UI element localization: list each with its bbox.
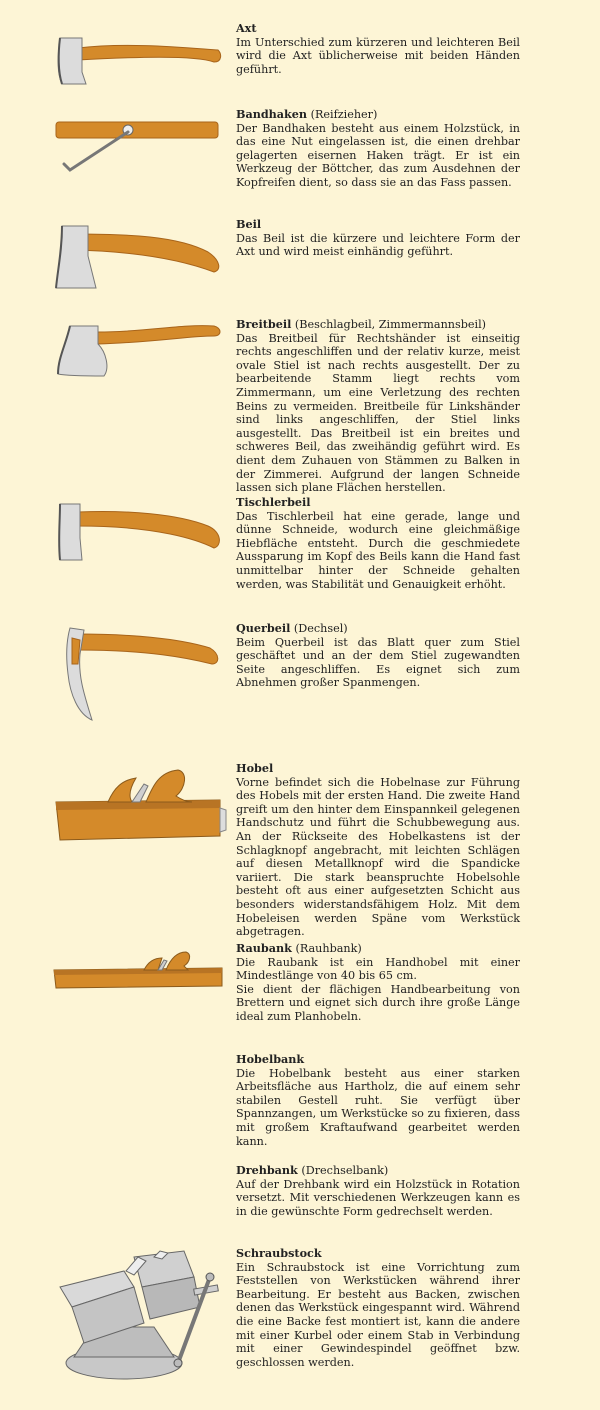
entry-text bbox=[236, 942, 520, 1024]
entry-text bbox=[236, 1164, 520, 1218]
entry-text bbox=[236, 1053, 520, 1148]
entry-title: Tischlerbeil bbox=[236, 495, 311, 509]
entry-alias: (Dechsel) bbox=[293, 622, 348, 635]
entry-text bbox=[236, 496, 520, 591]
entry-alias: (Drechselbank) bbox=[301, 1164, 389, 1177]
entry-text bbox=[236, 22, 520, 76]
vise-icon bbox=[54, 1247, 234, 1387]
entry-title: Schraubstock bbox=[236, 1246, 322, 1260]
entry-text bbox=[236, 108, 520, 190]
entry-description: Vorne befindet sich die Hobelnase zur Führung des Hobels mit der ersten Hand. Die zweite Hand greift um den hinter dem Einspannkeil gelegenen Handschutz und führt die Schubbewegung aus. An der Rückseite des Hobelkastens ist der Schlagknopf angebracht, mit leichten Schlägen auf diesen Metallknopf wird die Spandicke variiert. Die stark beanspruchte Hobelsohle besteht oft aus einer aufgesetzten Schicht aus besonders widerstandsfähigem Holz. Mit dem Hobeleisen werden Späne vom Werkstück abgetragen. bbox=[236, 775, 520, 939]
entry-description: Der Bandhaken besteht aus einem Holzstück, in das eine Nut eingelassen ist, die einen drehbar gelagerten eisernen Haken trägt. Er ist ein Werkzeug der Böttcher, das zum Ausdehnen der Kopfreifen dient, so dass sie an das Fass passen. bbox=[236, 121, 520, 189]
entry-title: Beil bbox=[236, 217, 262, 231]
entry-description: Die Raubank ist ein Handhobel mit einer Mindestlänge von 40 bis 65 cm. Sie dient der flächigen Handbearbeitung von Brettern und eignet sich durch ihre große Länge ideal zum Planhobeln. bbox=[236, 955, 520, 1023]
band-hook-icon bbox=[48, 114, 228, 174]
entry-text bbox=[236, 318, 520, 495]
entry-title: Hobel bbox=[236, 761, 274, 775]
hatchet-icon bbox=[48, 222, 228, 292]
entry-description: Auf der Drehbank wird ein Holzstück in Rotation versetzt. Mit verschiedenen Werkzeugen kann es in die gewünschte Form gedrechselt werden. bbox=[236, 1177, 520, 1218]
entry-description: Die Hobelbank besteht aus einer starken Arbeitsfläche aus Hartholz, die auf einem sehr stabilen Gestell ruht. Sie verfügt über Spannzangen, um Werkstücke so zu fixieren, dass mit großem Kraftaufwand gearbeitet werden kann. bbox=[236, 1066, 520, 1148]
entry-alias: (Beschlagbeil, Zimmermannsbeil) bbox=[294, 318, 487, 331]
entry-description: Das Breitbeil für Rechtshänder ist einseitig rechts angeschliffen und der relativ kurze, meist ovale Stiel ist nach rechts ausgestellt. Der zu bearbeitende Stamm liegt rechts vom Zimmermann, um eine Verletzung des rechten Beins zu vermeiden. Breitbeile für Linkshänder sind links angeschliffen, der Stiel links ausgestellt. Das Breitbeil ist ein breites und schweres Beil, das zweihändig geführt wird. Es dient dem Zuhauen von Stämmen zu Balken in der Zimmerei. Aufgrund der langen Schneide lassen sich plane Flächen herstellen. bbox=[236, 331, 520, 495]
entry-text bbox=[236, 218, 520, 259]
entry-description: Ein Schraubstock ist eine Vorrichtung zum Feststellen von Werkstücken während ihrer Bearbeitung. Er besteht aus Backen, zwischen denen das Werkstück eingespannt wird. Während die eine Backe fest montiert ist, kann die andere mit einer Kurbel oder einem Stab in Verbindung mit einer Gewindespindel geöffnet bzw. geschlossen werden. bbox=[236, 1260, 520, 1369]
entry-text bbox=[236, 762, 520, 939]
entry-title: Raubank bbox=[236, 941, 292, 955]
entry-title: Breitbeil bbox=[236, 317, 292, 331]
axe-icon bbox=[48, 28, 228, 88]
carpenter-hatchet-icon bbox=[48, 500, 228, 564]
entry-alias: (Rauhbank) bbox=[295, 942, 362, 955]
entry-alias: (Reifzieher) bbox=[310, 108, 378, 121]
broad-axe-icon bbox=[48, 322, 228, 382]
adze-icon bbox=[48, 624, 228, 724]
entry-title: Bandhaken bbox=[236, 107, 308, 121]
entry-text bbox=[236, 1247, 520, 1369]
entry-title: Axt bbox=[236, 21, 257, 35]
entry-description: Das Tischlerbeil hat eine gerade, lange und dünne Schneide, wodurch eine gleichmäßige Hiebfläche entsteht. Durch die geschmiedete Aussparung im Kopf des Beils kann die Hand fast unmittelbar hinter der Schneide gehalten werden, was Stabilität und Genauigkeit erhöht. bbox=[236, 509, 520, 591]
entry-title: Drehbank bbox=[236, 1163, 298, 1177]
entry-text bbox=[236, 622, 520, 690]
entry-description: Im Unterschied zum kürzeren und leichteren Beil wird die Axt üblicherweise mit beiden Händen geführt. bbox=[236, 35, 520, 76]
jointer-plane-icon bbox=[48, 946, 228, 996]
entry-title: Querbeil bbox=[236, 621, 291, 635]
entry-description: Das Beil ist die kürzere und leichtere Form der Axt und wird meist einhändig geführt. bbox=[236, 231, 520, 259]
plane-icon bbox=[48, 766, 228, 846]
entry-title: Hobelbank bbox=[236, 1052, 305, 1066]
entry-description: Beim Querbeil ist das Blatt quer zum Stiel geschäftet und an der dem Stiel zugewandten Seite angeschliffen. Es eignet sich zum Abnehmen großer Spanmengen. bbox=[236, 635, 520, 690]
